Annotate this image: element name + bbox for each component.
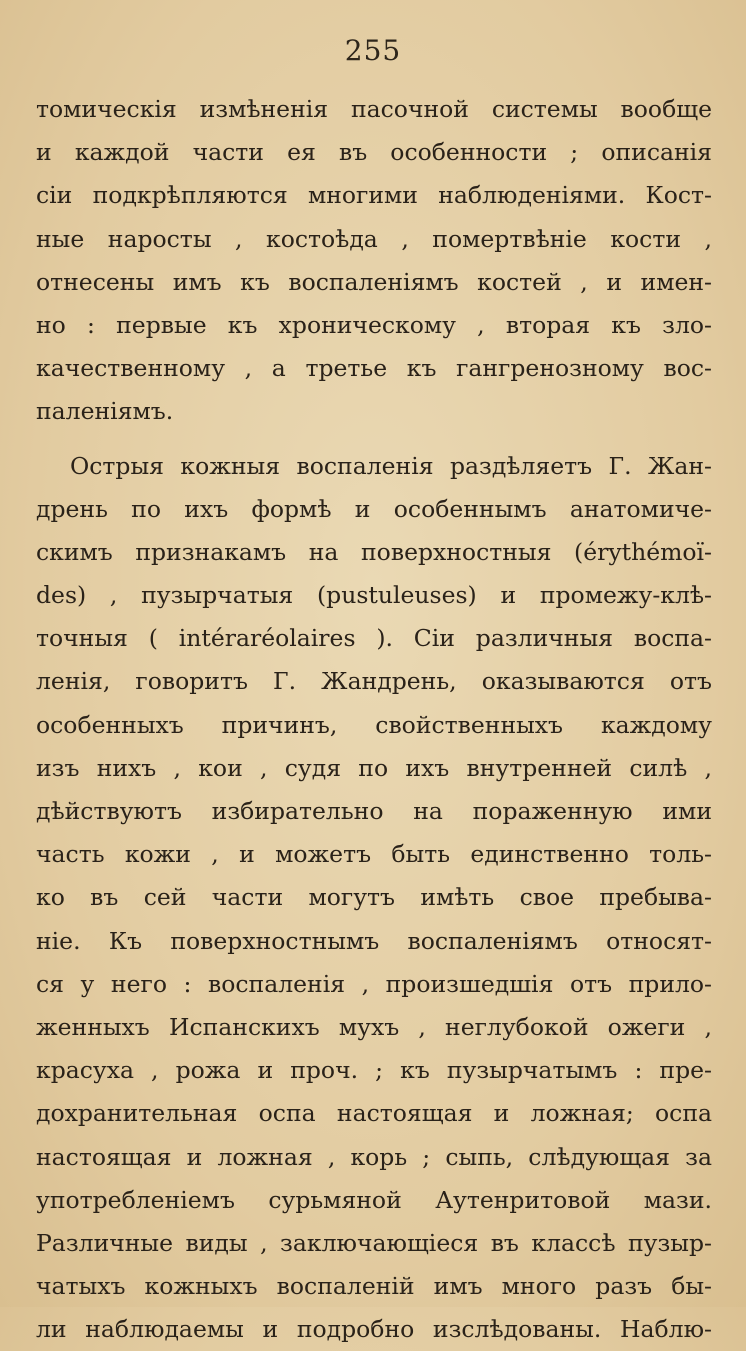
text-line: употребленіемъ сурьмяной Аутенритовой мази. [36, 1179, 712, 1222]
text-line: качественному , а третье къ гангренозному вос- [36, 347, 712, 390]
text-line: сіи подкрѣпляются многими наблюденіями. Кост- [36, 174, 712, 217]
text-line: настоящая и ложная , корь ; сыпь, слѣдующая за [36, 1136, 712, 1179]
text-line: томическія измѣненія пасочной системы вообще [36, 88, 712, 131]
text-line: des) , пузырчатыя (pustuleuses) и промежу-клѣ- [36, 574, 712, 617]
text-line: ся у него : воспаленія , произшедшія отъ прило- [36, 963, 712, 1006]
text-line: и каждой части ея въ особенности ; описанія [36, 131, 712, 174]
text-line: часть кожи , и можетъ быть единственно толь- [36, 833, 712, 876]
text-line: женныхъ Испанскихъ мухъ , неглубокой ожеги , [36, 1006, 712, 1049]
text-line: особенныхъ причинъ, свойственныхъ каждому [36, 704, 712, 747]
text-line: дохранительная оспа настоящая и ложная; оспа [36, 1092, 712, 1135]
text-line: Различные виды , заключающіеся въ классѣ пузыр- [36, 1222, 712, 1265]
page-number: 255 [0, 34, 746, 67]
paragraph-gap [36, 434, 712, 445]
paragraph-2 [36, 445, 712, 1351]
text-line: ленія, говоритъ Г. Жандрень, оказываются отъ [36, 660, 712, 703]
paragraph-1 [36, 88, 712, 434]
text-line: ніе. Къ поверхностнымъ воспаленіямъ относят- [36, 920, 712, 963]
text-line: но : первые къ хроническому , вторая къ зло- [36, 304, 712, 347]
text-line: ные наросты , костоѣда , помертвѣніе кости , [36, 218, 712, 261]
text-line: Острыя кожныя воспаленія раздѣляетъ Г. Жан- [36, 445, 712, 488]
text-line: отнесены имъ къ воспаленіямъ костей , и имен- [36, 261, 712, 304]
text-line: скимъ признакамъ на поверхностныя (érythémoï- [36, 531, 712, 574]
text-line: дрень по ихъ формѣ и особеннымъ анатомиче- [36, 488, 712, 531]
text-line: чатыхъ кожныхъ воспаленій имъ много разъ бы- [36, 1265, 712, 1308]
text-line: красуха , рожа и проч. ; къ пузырчатымъ : пре- [36, 1049, 712, 1092]
body-text [36, 88, 712, 1351]
text-line: ко въ сей части могутъ имѣть свое пребыва- [36, 876, 712, 919]
text-line: точныя ( intéraréolaires ). Сіи различныя воспа- [36, 617, 712, 660]
text-line: дѣйствуютъ избирательно на пораженную ими [36, 790, 712, 833]
text-line: изъ нихъ , кои , судя по ихъ внутренней силѣ , [36, 747, 712, 790]
text-line: паленіямъ. [36, 390, 712, 433]
text-line: ли наблюдаемы и подробно изслѣдованы. Наблю- [36, 1308, 712, 1351]
